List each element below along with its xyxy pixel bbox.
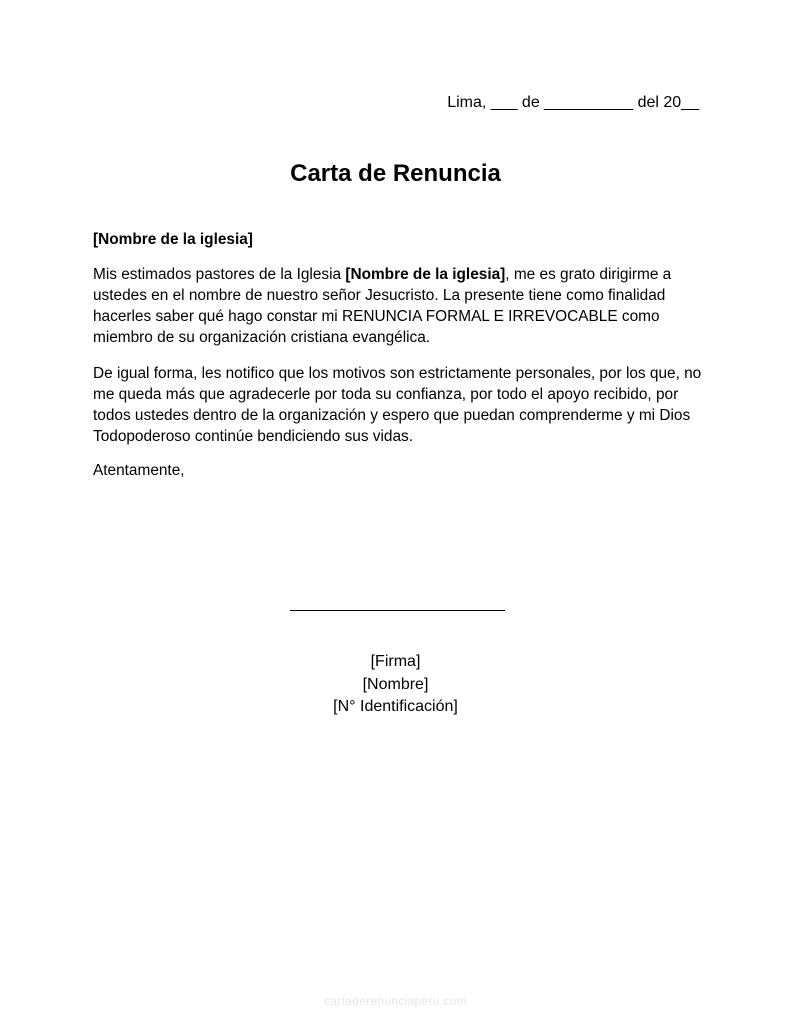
paragraph-intro-end: , me es grato dirigirme a ustedes en el nombre de nuestro señor Jesucristo. La presente tiene como finalidad hacerles saber qué hago constar mi RENUNCIA FORMAL E IRREVOCABLE como miembro de su organización cristiana evangélica. <box>93 266 672 346</box>
signature-firma: [Firma] <box>370 653 421 670</box>
signature-block <box>0 651 791 719</box>
document-title: Carta de Renuncia <box>290 160 501 187</box>
church-name: [Nombre de la iglesia] <box>93 231 253 248</box>
signature-nombre: [Nombre] <box>362 675 429 693</box>
watermark: cartaderenunciaperu.com <box>324 994 467 1008</box>
paragraph-intro <box>93 264 703 348</box>
signature-line <box>290 610 505 611</box>
date-line: Lima, ___ de __________ del 20__ <box>447 94 699 111</box>
signature-identificacion: [N° Identificación] <box>333 698 458 715</box>
paragraph-reasons: De igual forma, les notifico que los motivos son estrictamente personales, por los que, no me queda más que agradecerle por toda su confianza, por todo el apoyo recibido, por todos ustedes dentro de la organización y espero que puedan comprenderme y mi Dios Todopoderoso continúe bendiciendo sus vidas. <box>93 365 702 445</box>
closing-salutation: Atentamente, <box>93 462 185 479</box>
paragraph-intro-start: Mis estimados pastores de la Iglesia <box>93 266 346 283</box>
paragraph-intro-church-name: [Nombre de la iglesia] <box>345 266 506 283</box>
